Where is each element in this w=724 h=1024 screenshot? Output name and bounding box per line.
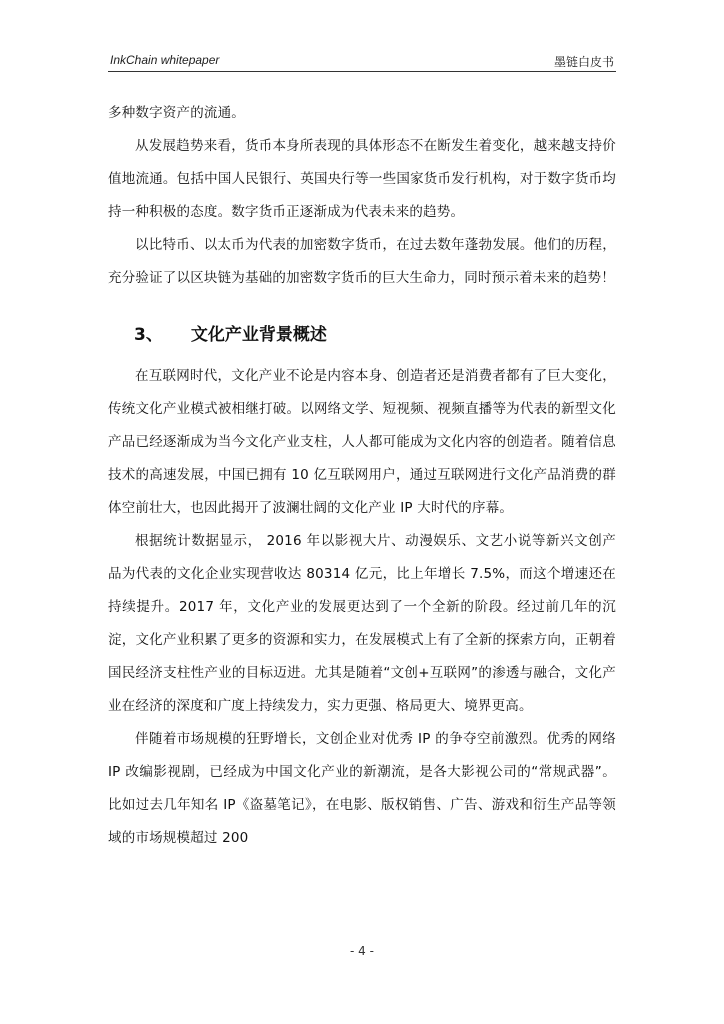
paragraph: 根据统计数据显示， 2016 年以影视大片、动漫娱乐、文艺小说等新兴文创产品为代表的文化企业实现营收达 80314 亿元，比上年增长 7.5%，而这个增速还在持续提升。2017 年，文化产业的发展更达到了一个全新的阶段。经过前几年的沉淀，文化产业积累了更多的资源和实力，在发展模式上有了全新的探索方向，正朝着国民经济支柱性产业的目标迈进。尤其是随着“文创+互联网”的渗透与融合，文化产业在经济的深度和广度上持续发力，实力更强、格局更大、境界更高。: [108, 533, 616, 714]
section-title: 文化产业背景概述: [190, 325, 327, 345]
body-text: [108, 97, 616, 855]
header-title: InkChain whitepaper: [110, 53, 220, 67]
section-heading: [108, 295, 616, 360]
section-number: 3、: [134, 325, 163, 345]
header-chinese-title: 墨链白皮书: [553, 55, 614, 69]
paragraph: 伴随着市场规模的狂野增长，文创企业对优秀 IP 的争夺空前激烈。优秀的网络 IP 改编影视剧，已经成为中国文化产业的新潮流，是各大影视公司的“常规武器”。比如过去几年知名 IP《盗墓笔记》，在电影、版权销售、广告、游戏和衍生产品等领域的市场规模超过 200: [108, 731, 616, 846]
header-divider: [108, 71, 616, 72]
paragraph: 从发展趋势来看，货币本身所表现的具体形态不在断发生着变化，越来越支持价值地流通。包括中国人民银行、英国央行等一些国家货币发行机构，对于数字货币均持一种积极的态度。数字货币正逐渐成为代表未来的趋势。: [108, 138, 616, 220]
paragraph: 在互联网时代，文化产业不论是内容本身、创造者还是消费者都有了巨大变化，传统文化产业模式被相继打破。以网络文学、短视频、视频直播等为代表的新型文化产品已经逐渐成为当今文化产业支柱，人人都可能成为文化内容的创造者。随着信息技术的高速发展，中国已拥有 10 亿互联网用户，通过互联网进行文化产品消费的群体空前壮大，也因此揭开了波澜壮阔的文化产业 IP 大时代的序幕。: [108, 368, 616, 516]
page-number: - 4 -: [350, 944, 374, 958]
paragraph: 以比特币、以太币为代表的加密数字货币，在过去数年蓬勃发展。他们的历程，充分验证了以区块链为基础的加密数字货币的巨大生命力，同时预示着未来的趋势！: [108, 237, 616, 286]
paragraph-continuation: 多种数字资产的流通。: [108, 105, 245, 121]
